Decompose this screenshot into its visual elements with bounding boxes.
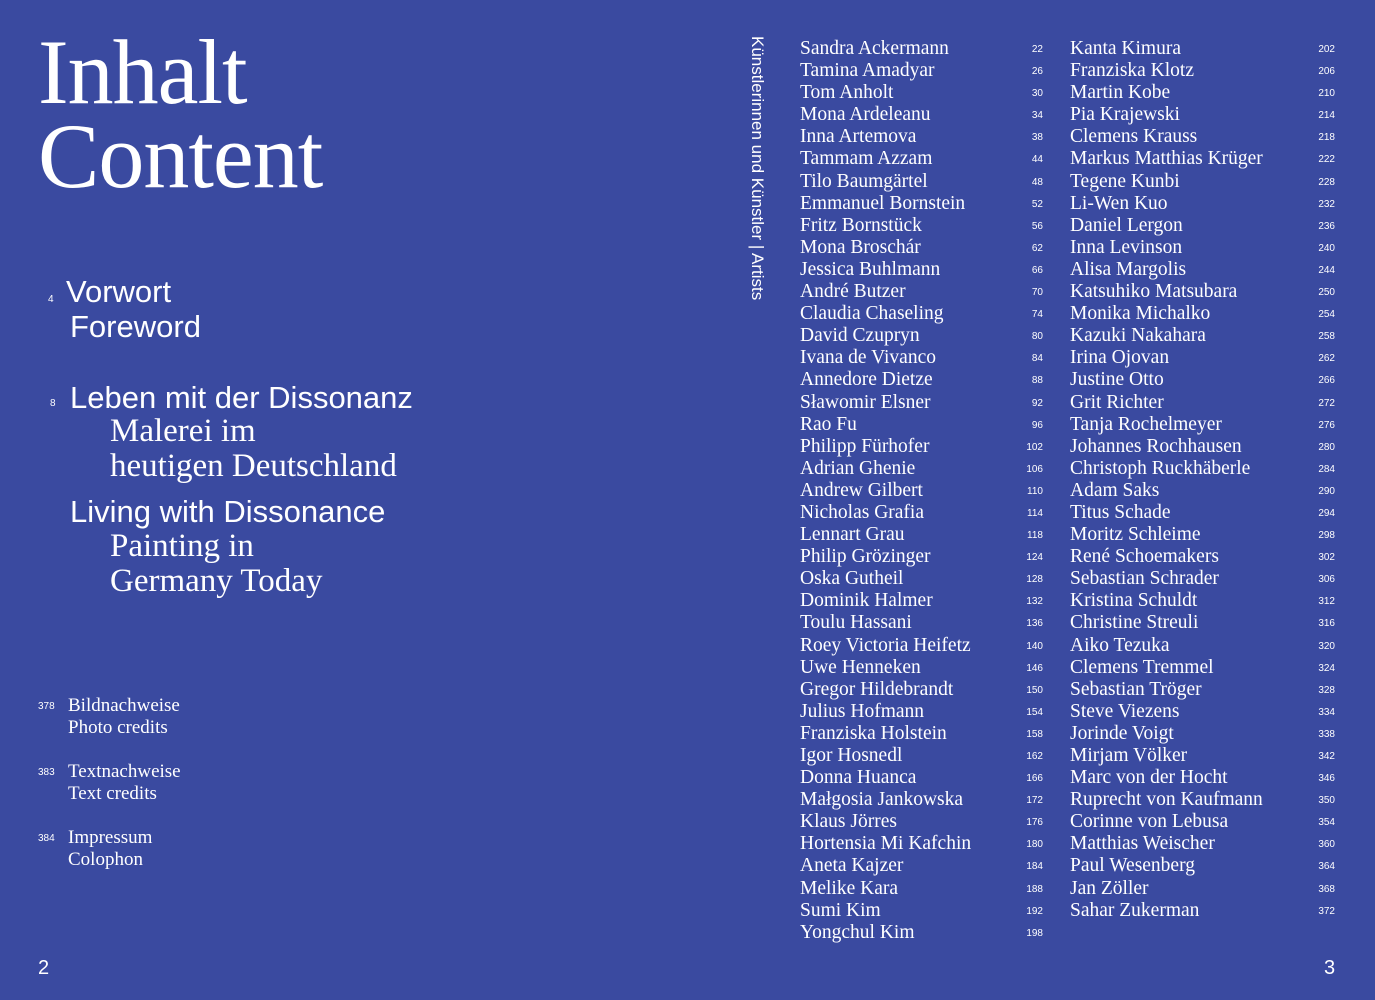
artist-page-number: 298 <box>1318 530 1335 542</box>
page-title <box>38 21 323 207</box>
artist-entry[interactable] <box>1070 171 1337 193</box>
artists-column-1 <box>800 38 1045 944</box>
artist-entry[interactable] <box>1070 612 1337 634</box>
artist-entry[interactable] <box>1070 723 1337 745</box>
artist-page-number: 38 <box>1031 132 1043 144</box>
artist-entry[interactable] <box>800 701 1045 723</box>
artist-name: Franziska Klotz <box>1070 60 1195 82</box>
artist-page-number: 338 <box>1318 728 1335 740</box>
artist-entry[interactable] <box>800 900 1045 922</box>
artist-entry[interactable] <box>800 855 1045 877</box>
artist-name: Kanta Kimura <box>1070 38 1182 59</box>
artist-entry[interactable] <box>1070 502 1337 524</box>
artist-name: Aiko Tezuka <box>1070 634 1170 656</box>
artist-page-number: 70 <box>1031 287 1043 299</box>
artist-entry[interactable] <box>800 60 1045 82</box>
artist-name: Lennart Grau <box>800 524 905 546</box>
artist-page-number: 92 <box>1031 397 1043 409</box>
artist-name: Paul Wesenberg <box>1070 855 1195 877</box>
artist-entry[interactable] <box>1070 568 1337 590</box>
colophon-en: Colophon <box>68 849 143 870</box>
colophon-de: Impressum <box>68 827 153 848</box>
artist-page-number: 324 <box>1318 662 1335 674</box>
artist-entry[interactable] <box>800 767 1045 789</box>
artist-name: Emmanuel Bornstein <box>800 192 966 214</box>
artist-page-number: 146 <box>1026 662 1043 674</box>
artist-name: Pia Krajewski <box>1070 104 1180 126</box>
artist-entry[interactable] <box>800 281 1045 303</box>
artist-entry[interactable] <box>800 347 1045 369</box>
artist-page-number: 192 <box>1026 905 1043 917</box>
artist-page-number: 84 <box>1031 353 1043 365</box>
artist-page-number: 218 <box>1318 132 1335 144</box>
artist-page-number: 306 <box>1318 574 1335 586</box>
artist-entry[interactable] <box>800 878 1045 900</box>
artist-entry[interactable] <box>1070 414 1337 436</box>
artist-entry[interactable] <box>1070 679 1337 701</box>
artist-name: Tom Anholt <box>800 82 894 104</box>
artists-section-label: Künstlerinnen und Künstler | Artists <box>748 36 767 301</box>
artist-entry[interactable] <box>800 369 1045 391</box>
artist-page-number: 202 <box>1318 44 1335 55</box>
artist-name: Roey Victoria Heifetz <box>800 634 971 656</box>
artist-entry[interactable] <box>1070 104 1337 126</box>
artist-name: Fritz Bornstück <box>800 214 922 236</box>
artist-page-number: 364 <box>1318 861 1335 873</box>
artist-entry[interactable] <box>800 524 1045 546</box>
artist-entry[interactable] <box>800 590 1045 612</box>
artist-name: Tamina Amadyar <box>800 60 935 82</box>
artist-page-number: 96 <box>1031 419 1043 431</box>
artist-page-number: 44 <box>1031 154 1043 166</box>
artist-page-number: 48 <box>1031 176 1043 188</box>
photo-credits-page-number: 378 <box>38 700 55 712</box>
artist-entry[interactable] <box>800 635 1045 657</box>
artist-page-number: 80 <box>1031 331 1043 343</box>
artist-entry[interactable] <box>1070 347 1337 369</box>
artist-name: Klaus Jörres <box>800 811 897 833</box>
artist-entry[interactable] <box>1070 855 1337 877</box>
artist-name: Yongchul Kim <box>800 921 915 943</box>
artist-name: Grit Richter <box>1070 391 1164 413</box>
artist-page-number: 162 <box>1026 751 1043 762</box>
toc-photo-credits[interactable] <box>38 695 180 739</box>
artist-page-number: 316 <box>1318 618 1335 630</box>
artist-name: Kristina Schuldt <box>1070 590 1198 612</box>
artist-entry[interactable] <box>1070 590 1337 612</box>
artist-entry[interactable] <box>800 259 1045 281</box>
artist-entry[interactable] <box>1070 281 1337 303</box>
artist-entry[interactable] <box>1070 215 1337 237</box>
artist-entry[interactable] <box>800 458 1045 480</box>
artist-name: Johannes Rochhausen <box>1070 435 1242 457</box>
artist-page-number: 166 <box>1026 773 1043 785</box>
artist-page-number: 342 <box>1318 751 1335 762</box>
artist-name: Daniel Lergon <box>1070 214 1183 236</box>
artist-page-number: 244 <box>1318 264 1335 276</box>
text-credits-page-number: 383 <box>38 766 55 778</box>
artist-entry[interactable] <box>800 833 1045 855</box>
artist-page-number: 294 <box>1318 507 1335 519</box>
artist-name: Inna Levinson <box>1070 236 1183 258</box>
artist-entry[interactable] <box>1070 436 1337 458</box>
title-en: Content <box>38 105 323 207</box>
artist-name: Philip Grözinger <box>800 546 931 568</box>
artist-page-number: 302 <box>1318 552 1335 564</box>
artist-name: Markus Matthias Krüger <box>1070 148 1263 170</box>
artist-page-number: 346 <box>1318 773 1335 785</box>
artist-name: René Schoemakers <box>1070 546 1219 568</box>
artist-entry[interactable] <box>800 104 1045 126</box>
artist-entry[interactable] <box>1070 789 1337 811</box>
artist-entry[interactable] <box>800 546 1045 568</box>
artist-entry[interactable] <box>800 171 1045 193</box>
artist-name: Katsuhiko Matsubara <box>1070 281 1238 303</box>
artist-name: Irina Ojovan <box>1070 347 1170 369</box>
artist-name: Jan Zöller <box>1070 877 1149 899</box>
artist-name: Adrian Ghenie <box>800 457 916 479</box>
artist-entry[interactable] <box>1070 767 1337 789</box>
artist-entry[interactable] <box>800 148 1045 170</box>
artist-entry[interactable] <box>800 568 1045 590</box>
artist-entry[interactable] <box>800 480 1045 502</box>
toc-text-credits[interactable] <box>38 761 181 805</box>
artist-name: Andrew Gilbert <box>800 479 923 501</box>
artist-entry[interactable] <box>1070 369 1337 391</box>
artist-entry[interactable] <box>1070 303 1337 325</box>
artist-page-number: 312 <box>1318 596 1335 608</box>
artist-entry[interactable] <box>800 922 1045 944</box>
artist-entry[interactable] <box>800 237 1045 259</box>
artist-page-number: 158 <box>1026 728 1043 740</box>
artist-page-number: 56 <box>1031 220 1043 232</box>
artist-page-number: 110 <box>1027 485 1043 497</box>
artist-name: Kazuki Nakahara <box>1070 325 1206 347</box>
artist-entry[interactable] <box>800 436 1045 458</box>
artist-page-number: 262 <box>1318 353 1335 365</box>
artist-page-number: 180 <box>1026 839 1043 851</box>
artist-name: Franziska Holstein <box>800 722 947 744</box>
artist-name: Corinne von Lebusa <box>1070 811 1229 833</box>
artist-name: Christoph Ruckhäberle <box>1070 457 1251 479</box>
artist-name: Jessica Buhlmann <box>800 258 941 280</box>
artist-entry[interactable] <box>800 414 1045 436</box>
artist-entry[interactable] <box>1070 259 1337 281</box>
artist-page-number: 232 <box>1318 198 1335 210</box>
photo-credits-en: Photo credits <box>68 717 168 738</box>
artist-page-number: 368 <box>1318 883 1335 895</box>
artist-name: Li-Wen Kuo <box>1070 192 1168 214</box>
artist-name: Moritz Schleime <box>1070 524 1201 546</box>
artist-entry[interactable] <box>1070 811 1337 833</box>
artist-name: Toulu Hassani <box>800 612 912 634</box>
artist-entry[interactable] <box>1070 524 1337 546</box>
artist-name: Claudia Chaseling <box>800 303 944 325</box>
artist-entry[interactable] <box>800 502 1045 524</box>
artist-page-number: 88 <box>1031 375 1043 387</box>
essay-page-number: 8 <box>50 398 56 409</box>
folio-left: 2 <box>38 957 50 979</box>
artist-name: Ivana de Vivanco <box>800 347 936 369</box>
artist-page-number: 320 <box>1318 640 1335 652</box>
artist-entry[interactable] <box>800 215 1045 237</box>
artist-name: Sławomir Elsner <box>800 391 931 413</box>
artist-name: Alisa Margolis <box>1070 258 1187 280</box>
artist-name: Christine Streuli <box>1070 612 1199 634</box>
text-credits-en: Text credits <box>68 783 157 804</box>
artist-page-number: 136 <box>1026 618 1043 630</box>
artist-entry[interactable] <box>800 325 1045 347</box>
artist-page-number: 206 <box>1318 66 1335 78</box>
artist-name: Tanja Rochelmeyer <box>1070 413 1222 435</box>
foreword-title-en: Foreword <box>70 309 201 344</box>
artist-page-number: 290 <box>1318 485 1335 497</box>
artist-name: Jorinde Voigt <box>1070 722 1174 744</box>
artist-entry[interactable] <box>1070 458 1337 480</box>
artist-name: Annedore Dietze <box>800 369 933 391</box>
artist-page-number: 360 <box>1318 839 1335 851</box>
artist-entry[interactable] <box>1070 701 1337 723</box>
artist-name: Nicholas Grafia <box>800 501 924 523</box>
artist-name: Małgosia Jankowska <box>800 789 964 811</box>
foreword-title-de: Vorwort <box>66 274 172 309</box>
artist-name: Aneta Kajzer <box>800 855 904 877</box>
artist-page-number: 34 <box>1031 110 1043 122</box>
artist-page-number: 106 <box>1026 463 1043 475</box>
artist-page-number: 26 <box>1031 66 1043 78</box>
artist-name: André Butzer <box>800 281 906 303</box>
artist-name: Clemens Krauss <box>1070 126 1198 148</box>
artist-name: Titus Schade <box>1070 501 1171 523</box>
artist-entry[interactable] <box>800 657 1045 679</box>
artist-name: Justine Otto <box>1070 369 1164 391</box>
artist-entry[interactable] <box>1070 237 1337 259</box>
artist-name: Ruprecht von Kaufmann <box>1070 789 1263 811</box>
artist-name: Monika Michalko <box>1070 303 1211 325</box>
artist-name: Sahar Zukerman <box>1070 899 1200 921</box>
artist-name: Clemens Tremmel <box>1070 656 1214 678</box>
artist-name: Matthias Weischer <box>1070 833 1215 855</box>
title-de: Inhalt <box>38 21 247 123</box>
artist-page-number: 254 <box>1318 309 1335 321</box>
artist-page-number: 354 <box>1318 817 1335 829</box>
artist-page-number: 184 <box>1026 861 1043 873</box>
artist-name: Marc von der Hocht <box>1070 767 1228 789</box>
artist-page-number: 334 <box>1318 706 1335 718</box>
artist-name: Donna Huanca <box>800 767 917 789</box>
toc-colophon[interactable] <box>38 827 152 871</box>
artist-page-number: 350 <box>1318 795 1335 807</box>
artist-entry[interactable] <box>1070 82 1337 104</box>
artist-name: Sebastian Tröger <box>1070 678 1202 700</box>
text-credits-de: Textnachweise <box>68 761 181 782</box>
artist-page-number: 128 <box>1026 574 1043 586</box>
artist-entry[interactable] <box>800 193 1045 215</box>
artist-entry[interactable] <box>1070 480 1337 502</box>
artist-page-number: 280 <box>1318 441 1335 453</box>
artist-entry[interactable] <box>1070 546 1337 568</box>
artist-name: Dominik Halmer <box>800 590 933 612</box>
artist-page-number: 66 <box>1031 264 1043 276</box>
artist-page-number: 372 <box>1318 905 1335 917</box>
artist-name: Mona Broschár <box>800 236 921 258</box>
artist-name: Sandra Ackermann <box>800 38 949 59</box>
artist-entry[interactable] <box>800 811 1045 833</box>
artist-name: Tegene Kunbi <box>1070 170 1180 192</box>
colophon-page-number: 384 <box>38 832 55 844</box>
artist-name: Oska Gutheil <box>800 568 904 590</box>
artist-page-number: 284 <box>1318 463 1335 475</box>
artist-entry[interactable] <box>800 789 1045 811</box>
folio-right: 3 <box>1324 957 1336 979</box>
artist-page-number: 140 <box>1026 640 1043 652</box>
artist-page-number: 276 <box>1318 419 1335 431</box>
essay-subtitle-de-1: Malerei im <box>110 413 256 449</box>
artist-entry[interactable] <box>1070 833 1337 855</box>
essay-title-en: Living with Dissonance <box>70 494 386 529</box>
essay-subtitle-en-1: Painting in <box>110 528 254 564</box>
artist-entry[interactable] <box>1070 126 1337 148</box>
artist-entry[interactable] <box>1070 38 1337 60</box>
artist-entry[interactable] <box>800 679 1045 701</box>
artist-name: Mona Ardeleanu <box>800 104 931 126</box>
artist-entry[interactable] <box>1070 878 1337 900</box>
artist-page-number: 30 <box>1031 88 1043 100</box>
artist-entry[interactable] <box>800 82 1045 104</box>
artist-name: Philipp Fürhofer <box>800 435 930 457</box>
artist-name: Rao Fu <box>800 413 857 435</box>
artist-page-number: 250 <box>1318 287 1335 299</box>
artist-entry[interactable] <box>800 392 1045 414</box>
artist-page-number: 188 <box>1026 883 1043 895</box>
artist-page-number: 266 <box>1318 375 1335 387</box>
artist-page-number: 52 <box>1031 198 1043 210</box>
artist-page-number: 154 <box>1026 706 1043 718</box>
essay-subtitle-en-2: Germany Today <box>110 563 323 599</box>
artist-page-number: 114 <box>1027 507 1043 519</box>
artist-entry[interactable] <box>1070 60 1337 82</box>
artist-name: Uwe Henneken <box>800 656 921 678</box>
essay-subtitle-de-2: heutigen Deutschland <box>110 448 397 484</box>
artist-page-number: 272 <box>1318 397 1335 409</box>
artist-page-number: 62 <box>1031 242 1043 254</box>
artist-name: Hortensia Mi Kafchin <box>800 833 972 855</box>
artist-page-number: 222 <box>1318 154 1335 166</box>
artist-name: Tilo Baumgärtel <box>800 170 928 192</box>
artist-entry[interactable] <box>1070 745 1337 767</box>
artist-name: Julius Hofmann <box>800 700 925 722</box>
artist-page-number: 132 <box>1026 596 1043 608</box>
artist-page-number: 150 <box>1026 684 1043 696</box>
artist-entry[interactable] <box>1070 900 1337 922</box>
artist-page-number: 74 <box>1031 309 1043 321</box>
artist-name: Gregor Hildebrandt <box>800 678 954 700</box>
artist-entry[interactable] <box>800 303 1045 325</box>
artist-page-number: 102 <box>1026 441 1043 453</box>
artist-page-number: 176 <box>1026 817 1043 829</box>
artists-column-2 <box>1070 38 1337 922</box>
artist-name: David Czupryn <box>800 325 920 347</box>
artist-name: Adam Saks <box>1070 479 1160 501</box>
artist-entry[interactable] <box>1070 657 1337 679</box>
artist-page-number: 210 <box>1318 88 1335 100</box>
artist-page-number: 124 <box>1026 552 1043 564</box>
artist-entry[interactable] <box>1070 635 1337 657</box>
artist-entry[interactable] <box>800 745 1045 767</box>
artist-entry[interactable] <box>800 38 1045 60</box>
artist-page-number: 228 <box>1318 176 1335 188</box>
artist-entry[interactable] <box>800 126 1045 148</box>
artist-page-number: 22 <box>1031 44 1043 55</box>
artist-name: Sumi Kim <box>800 899 881 921</box>
artist-entry[interactable] <box>1070 193 1337 215</box>
artist-entry[interactable] <box>1070 148 1337 170</box>
artist-page-number: 240 <box>1318 242 1335 254</box>
artist-name: Mirjam Völker <box>1070 745 1188 766</box>
artist-entry[interactable] <box>800 612 1045 634</box>
artist-page-number: 328 <box>1318 684 1335 696</box>
artist-name: Sebastian Schrader <box>1070 568 1219 590</box>
artist-name: Tammam Azzam <box>800 148 933 170</box>
artist-page-number: 118 <box>1027 530 1043 542</box>
artist-name: Steve Viezens <box>1070 700 1180 722</box>
artist-entry[interactable] <box>800 723 1045 745</box>
artist-page-number: 172 <box>1026 795 1043 807</box>
artist-name: Martin Kobe <box>1070 82 1171 104</box>
photo-credits-de: Bildnachweise <box>68 695 180 716</box>
artist-entry[interactable] <box>1070 392 1337 414</box>
essay-title-de: Leben mit der Dissonanz <box>70 380 413 415</box>
artist-entry[interactable] <box>1070 325 1337 347</box>
artist-name: Inna Artemova <box>800 126 917 148</box>
foreword-page-number: 4 <box>48 294 54 305</box>
artist-page-number: 258 <box>1318 331 1335 343</box>
artist-page-number: 198 <box>1026 927 1043 939</box>
artist-page-number: 214 <box>1318 110 1335 122</box>
artist-page-number: 236 <box>1318 220 1335 232</box>
artist-name: Melike Kara <box>800 877 898 899</box>
artist-name: Igor Hosnedl <box>800 745 903 766</box>
